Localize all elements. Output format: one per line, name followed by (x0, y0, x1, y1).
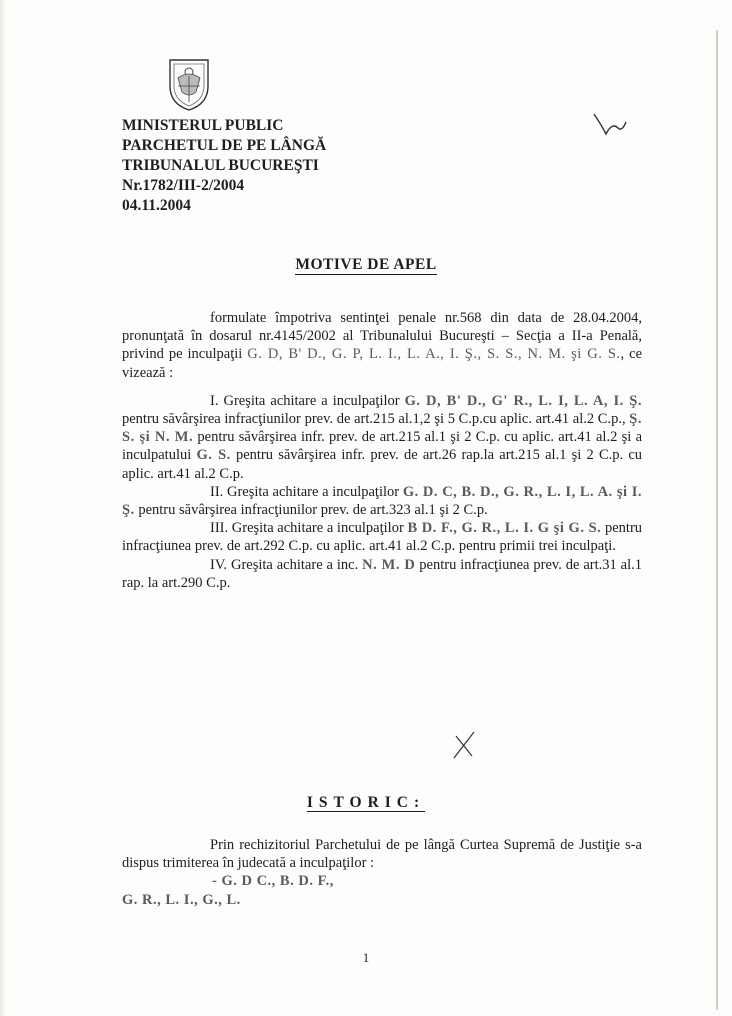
point-3-heading: III. Greşita achitare a inculpaţilor (210, 520, 404, 537)
point-4-text: pentru infracţiunea prev. de art.31 al.1 rap. la art.290 C.p. (122, 556, 643, 591)
point-2-heading: II. Greşita achitare a inculpaţilor (210, 483, 400, 500)
point-4-names: N. M. D (362, 556, 416, 573)
header-line-3: TRIBUNALUL BUCUREŞTI (122, 157, 319, 174)
intro-paragraph (122, 309, 642, 382)
point-1-text: pentru săvârşirea infracţiunilor prev. de art.215 al.1,2 şi 5 C.p.cu aplic. art.41 al.2 C.p., (122, 411, 626, 428)
point-1-heading: I. Greşita achitare a inculpaţilor (210, 392, 400, 409)
point-3-names: B D. F., G. R., L. I. G şi G. S. (407, 520, 602, 537)
title-text: MOTIVE DE APEL (295, 256, 437, 273)
point-3 (122, 519, 642, 555)
point-1-names-3: G. S. (196, 447, 231, 464)
header-line-2: PARCHETUL DE PE LÂNGĂ (122, 137, 327, 154)
point-1 (122, 392, 642, 483)
section-heading (0, 794, 732, 812)
point-2-names: G. D. C, B. D., G. R., L. I, L. A. şi I. Ş. (122, 483, 643, 519)
document-date: 04.11.2004 (122, 197, 191, 214)
scan-edge (0, 0, 6, 1016)
intro-ending: , ce vizează : (122, 346, 643, 381)
point-4 (122, 556, 642, 592)
coat-of-arms-icon (166, 56, 212, 112)
document-title (0, 256, 732, 274)
page-number: 1 (362, 950, 370, 965)
point-1-text-2: pentru săvârşirea infr. prev. de art.215 al.1 şi 2 C.p. cu aplic. art.41 al.2 şi a inculpatului (122, 429, 643, 464)
point-1-names-2: Ş. S. şi N. M. (122, 411, 642, 446)
point-1-text-3: pentru săvârşirea infr. prev. de art.26 rap.la art.215 al.1 şi 2 C.p. cu aplic. art.41 al.2 C.p. (122, 447, 643, 482)
scan-edge-right (716, 30, 718, 1010)
handwritten-check-icon (592, 112, 628, 138)
istoric-body (122, 836, 642, 909)
point-2 (122, 483, 642, 519)
intro-text: formulate împotriva sentinţei penale nr.568 din data de 28.04.2004, pronunţată în dosarul nr.4145/2002 al Tribunalului Bucureşti – Secţia a II-a Penală, privind pe inculpaţii (122, 310, 642, 363)
point-1-names: G. D, B' D., G' R., L. I, L. A, I. Ş. (404, 392, 642, 409)
point-3-text: pentru infracţiunea prev. de art.292 C.p. cu aplic. art.41 al.2 C.p. pentru primii trei inculpaţi. (122, 520, 643, 555)
section-heading-text: ISTORIC: (306, 794, 426, 811)
point-2-text: pentru săvârşirea infracţiunilor prev. de art.323 al.1 şi 2 C.p. (138, 502, 488, 519)
defendant-list-line-1: - G. D C., B. D. F., (212, 873, 334, 890)
point-4-heading: IV. Greşita achitare a inc. (210, 556, 359, 573)
defendant-list-line-2: G. R., L. I., G., L. (122, 891, 241, 908)
institution-header (122, 116, 326, 216)
istoric-paragraph: Prin rechizitoriul Parchetului de pe lângă Curtea Supremă de Justiţie s-a dispus trimiterea în judecată a inculpaţilor : (122, 837, 642, 872)
intro-names: G. D, B' D., G. P, L. I., L. A., I. Ş., S. S., N. M. şi G. S. (247, 346, 621, 363)
document-body (122, 309, 642, 592)
document-number: Nr.1782/III-2/2004 (122, 177, 245, 194)
header-line-1: MINISTERUL PUBLIC (122, 117, 284, 134)
handwritten-mark-icon (452, 730, 476, 760)
